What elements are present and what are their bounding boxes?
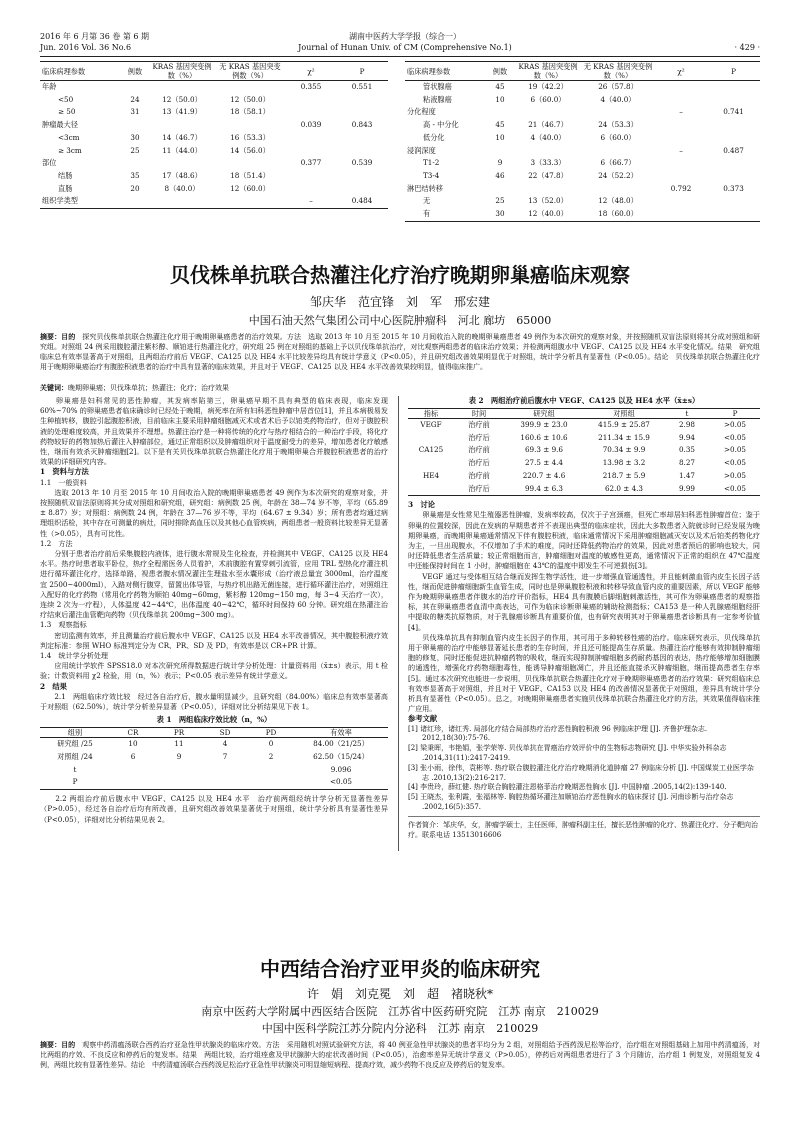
reference-item: [1] 诸红珍，诸红秀. 局部化疗结合局部热疗治疗恶性胸腔积液 96 例临床护理 [J]. 齐鲁护理杂志. 2012,18(30):75-76. [408,724,708,743]
intro-paragraph: 卵巢癌是妇科常见的恶性肿瘤，其发病率陷第三，卵巢癌早期不具有典型的临床表现，临床发现 60%~70% 的卵巢癌患者临床确诊时已经处于晚期，病死率在所有妇科恶性肿瘤中居首位[1]，并且本病极易发生种植转移，腹腔引起腹腔积液，目前临床主要采用肿瘤细胞减灭术或者术后予以铂类药物治疗，但对于腹腔积液的处理难度较高，并且效果并不理想。热灌注治疗是一种将传统的化疗与热疗相结合的一种治疗手段，将化疗药物较好的药物加热后灌注入肿瘤部位，通过正常组织以及肿瘤组织对于温度耐受力的差异，增加患者化疗敏感性，继而有效杀灭肿瘤细胞[2]。以下是有关贝伐珠单抗联合热灌注化疗用于晚期卵巢合并腹腔积液患者的治疗效果的详细研究内容。 [40,396,388,467]
table-cell [581,106,655,119]
table-cell [214,195,286,208]
table-cell: 26（57.8） [598,82,638,91]
table-cell [286,106,336,119]
article1-abstract [40,332,760,372]
table-cell: 研究组 /25 [57,739,93,749]
table-cell [214,157,286,170]
table-row [408,432,760,445]
table-cell: 低分化 [423,132,445,142]
section-heading: 1 资料与方法 [40,467,89,477]
references-heading: 参考文献 [408,714,438,724]
page-number: · 429 · [734,43,760,52]
table-cell: 399.9 ± 23.0 [520,420,568,429]
abstract-text: 探究贝伐株单抗联合热灌注化疗用于晚期卵巢癌患者的治疗效果。方法 选取 2013 年 10 月至 2015 年 10 月间收治入院的晚期卵巢癌患者 49 例作为本次研究的观察对象，并按照随机双盲法原则将其分成对照组和研究组。对照组 24 例采用腹腔灌注紫杉醇、顺铂进行热灌注化疗，研究组 25 例在对照组的基础上予以贝伐珠单抗治疗，对比观察两组患者的临床治疗效果；并检测两组腹水中 VEGF、CA125 以及 HE4 水平变化情况。结果 研究组临床总有效率显著高于对照组，且两组治疗前后 VEGF、CA125 以及 HE4 水平比较差异均具有统计学意义（P<0.05），并且研究组改善效果明显优于对照组，统计学分析具有显著性（P<0.05）。结论 贝伐珠单抗联合热灌注化疗用于晚期卵巢癌治疗有腹腔积液患者的治疗中具有显著的临床效果，并且对于 VEGF、CA125 以及 HE4 水平改善效果较明显，值得临床推广。 [40,333,760,371]
issue-cn: 2016 年 6 月第 36 卷 第 6 期 [40,32,150,41]
journal-cn: 湖南中医药大学学报（综合一） [349,32,461,41]
table-cell: >0.05 [723,470,747,480]
paragraph: 应用统计学软件 SPSS18.0 对本次研究所得数据进行统计学分析处理：计量资料用（x̄±s）表示，用 t 检验；计数资料用 χ2 检验，用（n，%）表示；P<0.05 表示差异有统计学意义。 [40,661,388,681]
table-row [408,470,760,483]
table-cell: 24（52.2） [598,170,638,180]
table-cell [581,145,655,158]
table-cell [515,183,581,196]
table-cell: VEGF [420,420,442,429]
table-cell: <50 [58,94,74,104]
table-cell: 9.94 [678,432,695,442]
table-cell: 管状腺癌 [423,82,452,91]
table-cell: HE4 [422,470,440,480]
subsection-heading: 1.1 一般资料 [40,477,87,487]
table-row [405,94,760,107]
table-cell [485,106,515,119]
table-cell [707,94,760,107]
table-cell [655,157,707,170]
table-cell: 3（33.3） [530,158,566,168]
col-header: 临床病理参数 [407,66,451,76]
table-cell: 25 [130,145,140,155]
col-header: 有效率 [330,728,352,738]
table-cell [286,132,336,145]
table-cell: 12（50.0） [230,94,270,104]
paragraph: 分别于患者治疗前后采集腹腔内液体，进行腹水常规及生化检查，并检测其中 VEGF、CA125 以及 HE4 水平。热疗时患者取平卧位，热疗全程需医务人员看护，术前腹腔有置穿刺引流管，应用 TRL 型热化疗灌注机进行循环灌注化疗，选择单路，视患者腹水情况灌注生理盐水至水囊形成（治疗液总量宜 3000ml，治疗温度宜 2500~4000ml），入路对侧行腹穿，留置出体导管，与热疗机出路无菌连接，进行循环灌注治疗，对照组注入配好的化疗药物（常用化疗药物为顺铂 40mg~60mg，紫杉醇 120mg~150 mg，每 3~4 天治疗一次），连续 2 次为一疗程），人体温度 42~44℃，出体温度 40~42℃，循环时间保持 60 分钟。研究组在热灌注治疗结束后灌注血管靶向药物（贝伐珠单抗 200mg~300 mg）。 [40,549,388,620]
col-header: 时间 [471,409,487,418]
table-cell: 30 [495,209,505,219]
table-cell: 0.843 [351,120,373,130]
table-cell: 16（53.3） [230,132,270,142]
table-cell: 10 [128,739,138,749]
table-cell: 11 [174,739,184,749]
journal-en: Journal of Hunan Univ. of CM (Comprehensive No.1) [298,43,512,52]
keywords-text: 晚期卵巢癌；贝伐珠单抗；热灌注；化疗；治疗效果 [68,384,229,392]
table-cell: <0.05 [329,777,353,787]
table-cell: – [309,196,313,206]
col-header: KRAS 基因突变例数（%） [518,62,578,80]
reference-item: [5] 王晓杰，张利霞，张福林等. 胸腔热循环灌注加顺铂治疗恶性胸水的临床探讨 [J]. 河南诊断与治疗杂志 .2002,16(5):357. [408,793,734,812]
table-cell [707,170,760,183]
article2-abstract [40,1040,760,1100]
table-row [40,132,388,145]
table-cell [150,195,214,208]
table-row [40,195,388,208]
table-row [405,81,760,94]
col-header: t [685,409,689,418]
table-row [40,751,388,764]
table-cell [485,145,515,158]
header-rule [40,56,760,57]
table-cell [156,776,202,789]
reference-list [408,725,760,813]
table-row [408,457,760,470]
table-cell: 淋巴结转移 [407,183,443,193]
table-cell [286,183,336,196]
table-cell [655,132,707,145]
table-cell: 20 [130,183,140,193]
table-cell: 84.00（21/25） [313,739,369,749]
table-cell [120,81,150,94]
table-cell: 62.50（15/24） [313,752,369,761]
table-cell: 13.98 ± 3.2 [602,458,646,468]
article1-keywords [40,383,760,393]
table-cell: 46 [495,170,505,180]
table-cell: 0.741 [723,107,744,117]
table-cell: 24（53.3） [598,120,638,130]
table-cell: 12（60.0） [230,183,270,193]
table-cell: 2.98 [678,420,695,429]
col-header: 例数 [492,66,508,76]
table-cell [707,195,760,208]
paragraph: 贝伐珠单抗具有抑制血管内皮生长因子的作用，其可用于多种转移性癌的治疗。临床研究表示，贝伐珠单抗用于卵巢癌的治疗中能够显著延长患者的生存时间，并且还可能提高生存质量。热灌注治疗能够有效抑制肿瘤细胞的修复，同时还能促进抗肿瘤药物的吸收，继而实现抑制肿瘤细胞多药耐药基因的表达，热疗能够增加细胞膜的通透性，增强化疗药物细胞毒性，能诱导肿瘤细胞凋亡，并且还能直接杀灭肿瘤细胞，继而提高患者生存率[5]。通过本次研究也能进一步说明，贝伐珠单抗联合热灌注化疗对于晚期卵巢癌患者的治疗效果：研究组临床总有效率显著高于对照组，并且对于 VEGF、CA153 以及 HE4 的改善情况显著优于对照组，差异具有统计学分析具有显著性（P<0.05）。总之，对晚期卵巢癌患者实施贝伐珠单抗联合热灌注化疗的方法，其效果值得临床推广应用。 [408,632,760,714]
table-cell [336,94,388,107]
table-cell: <0.05 [723,458,747,468]
table-cell: >0.05 [723,445,747,455]
table-cell [707,119,760,132]
table-cell: 13（52.0） [528,196,568,206]
table-cell: 12（50.0） [162,94,202,104]
table-cell [120,195,150,208]
article1-title: 贝伐株单抗联合热灌注化疗治疗晚期卵巢癌临床观察 [170,263,630,287]
table-cell [286,145,336,158]
table-cell [110,764,156,777]
table-cell: 9 [176,752,182,761]
table-cell: 25 [495,196,505,206]
table-cell: 肿瘤最大径 [42,120,78,130]
table-cell [655,195,707,208]
table-cell: 4（40.0） [600,94,636,104]
table-row [405,157,760,170]
table-cell [110,776,156,789]
table-cell: 12（40.0） [528,209,568,219]
subsection-heading: 1.2 方法 [40,538,73,548]
table-cell: <0.05 [723,483,747,493]
table-cell: 18（51.4） [230,170,270,180]
table-cell: 31 [130,107,140,117]
table-cell: 45 [495,120,505,130]
table-cell: 35 [130,170,140,180]
col-header: P [731,66,736,76]
table-cell: 12（48.0） [598,196,638,206]
table-cell: 69.3 ± 9.6 [524,445,564,455]
table-cell: 有 [423,209,431,219]
table-cell: 0.373 [723,183,744,193]
table-row [40,119,388,132]
table-cell: 治疗后 [468,483,490,493]
article1-institution: 中国石油天然气集团公司中心医院肿瘤科 河北 廊坊 65000 [248,314,552,327]
paragraph: 卵巢癌是女性常见生殖器恶性肿瘤，发病率较高，仅次于子宫颈癌，但死亡率却居妇科恶性肿瘤首位；鉴于卵巢的位置较深，因此在发病的早期患者并不表现出典型的临床症状，因此大多数患者入院就诊时已经发展为晚期卵巢癌，而晚期卵巢癌通常情况下伴有腹腔积液，临床通常情况下采用肿瘤细胞减灭安以及术后铂类药物化疗为主，一旦出现腹水，不仅增加了手术的难度，同时还降低药物治疗的效果，因此对患者预后的影响也较大，同时还降低患者生活质量；较正常细胞而言，肿瘤细胞对温度的敏感性更高，通常情况下正常的组织在 47℃温度中还能保持时间在 1 小时，肿瘤细胞在 43℃的温度中即发生不可逆损伤[3]。 [408,510,760,571]
col-header: PD [265,728,277,738]
col-header: PR [173,728,185,738]
table-cell: 0.039 [300,120,322,130]
table-cell [515,145,581,158]
table-cell [707,157,760,170]
table-cell [150,157,214,170]
table-cell: 220.7 ± 4.6 [522,470,566,480]
table-row [408,483,760,496]
article2-authors: 许 娟 刘克冕 刘 超 褚晓秋* [306,987,493,1001]
table-cell: 治疗后 [468,432,490,442]
table-cell: 13（41.9） [162,107,202,117]
col-header: CR [127,728,139,738]
top-table-right [405,61,760,222]
table-cell [707,81,760,94]
table-cell: CA125 [418,445,444,455]
table-cell [120,157,150,170]
article1-right-column [408,396,760,851]
table-row [40,738,388,751]
col-header: KRAS 基因突变例数（%） [152,62,212,80]
table-cell: 9.99 [678,483,695,493]
table-row [40,170,388,183]
table-cell: 9.096 [330,764,352,774]
table-row [40,145,388,158]
paragraph: 选取 2013 年 10 月至 2015 年 10 月间收治入院的晚期卵巢癌患者 49 例作为本次研究的观察对象，并按照随机双盲法原则将其分成对照组和研究组，研究组：病例数 25 例，年龄在 38—74 岁不等，平均（65.89 ± 8.87）岁；对照组：病例数 24 例，年龄在 37—76 岁不等，平均（64.67 ± 9.34）岁；所有患者均通过病理组织活检，其中存在可测量的病灶，同时排除高血压以及其他心血管疾病，两组患者一般资料比较差异无显著性（>0.05），具有可比性。 [40,487,388,538]
table-cell [214,81,286,94]
table-row [405,106,760,119]
table-cell [581,183,655,196]
table-cell [515,106,581,119]
table-cell: 218.7 ± 5.9 [602,470,646,480]
table-row [40,764,388,777]
table-cell: 0.792 [670,183,692,193]
paragraph: VEGF 通过与受体相互结合继而发挥生物学活性，进一步增强血管通透性，并且能刺激血管内皮生长因子活性，继而促进肿瘤细胞新生血管生成，同时也是卵巢腹腔积液和转移导致血管内皮的重要因素，所以 VEGF 能够作为晚期卵巢癌患者伴腹水的治疗评价指标，HE4 具有腹膜后脚细胞刺激活性，其可作为卵巢癌患者的观察指标，其在卵巢癌患者血清中高表达，可作为临床诊断卵巢癌的辅助检测指标；CA153 是一种人乳腺癌细胞经肝中提取的糖类抗原物质，对于乳腺癌诊断具有重要价值，也有研究表明其对于卵巢癌患者诊断具有一定参考价值[4]。 [408,571,760,632]
table-cell [408,432,454,445]
table-cell: 7 [222,752,228,761]
col-header: χ² [677,66,685,76]
col-header: 临床病理参数 [42,66,86,76]
table-row [405,170,760,183]
col-header: 组别 [67,728,83,738]
table-cell [286,94,336,107]
issue-en: Jun. 2016 Vol. 36 No.6 [40,43,132,52]
table-row [408,419,760,432]
article2-title: 中西结合治疗亚甲炎的临床研究 [260,957,540,981]
table-cell: 10 [495,94,505,104]
article1-authors: 邹庆华 范宜锋 刘 军 邢宏建 [309,295,490,309]
table-cell [202,764,248,777]
table-cell [286,170,336,183]
table-row [405,208,760,221]
table-cell: 结肠 [58,170,73,180]
table-cell [655,119,707,132]
table-cell: 11（44.0） [162,145,202,155]
col-header: 无 KRAS 基因突变例数（%） [219,62,281,80]
table-cell [655,208,707,221]
table-row [40,94,388,107]
table-cell: 治疗后 [468,458,490,468]
abstract-text: 观察中药清瘟汤联合西药治疗亚急性甲状腺炎的临床疗效。方法 采用随机对照试验研究方法，将 40 例亚急性甲状腺炎的患者平均分为 2 组，对照组给予西药泼尼松等治疗，治疗组在对照组基础上加用中药清瘟汤，对比两组的疗效、不良反应和停药后的复发率。结果 两组比较，治疗组痊愈及甲状腺肿大的症状改善时间（P<0.05），治愈率差异无统计学意义（P>0.05），停药后对两组患者进行了 3 个月随访，治疗组 1 例复发，对照组复发 4 例，两组比较有显著性差异。结论 中药清瘟汤联合西药泼尼松治疗亚急性甲状腺炎可明显缩短病程、提高疗效，减少药物不良反应及停药后的复发率。 [40,1041,760,1069]
table-cell: 30 [130,132,140,142]
table-cell [150,81,214,94]
reference-item: [3] 张小雨，徐伟，袁彬等. 热疗联合腹腔灌注化疗治疗晚期消化道肿瘤 27 例临床分析 [J]. 中国煤炭工业医学杂志 .2010,13(2):216-217. [408,763,754,782]
author-note: 作者简介：邹庆华，女，肿瘤学硕士，主任医师，肿瘤科副主任，擅长恶性肿瘤的化疗、热灌注化疗、分子靶向治疗。联系电话 13513016606 [408,816,760,840]
table-cell: 18（60.0） [598,209,638,219]
col-header: P [732,409,738,418]
table-cell: 对照组 /24 [57,752,93,761]
table-cell [156,764,202,777]
table-cell [408,457,454,470]
table-cell: 9 [497,158,503,168]
col-header: 对照组 [613,409,635,418]
table-cell [120,119,150,132]
table-cell: 组织学类型 [42,196,78,206]
top-table-left-wrap [40,61,388,209]
table-cell: T3-4 [423,170,440,180]
table-cell: 0.377 [300,158,322,168]
table-cell [150,119,214,132]
table-cell: 24 [130,94,140,104]
table-cell [336,183,388,196]
paragraph: 2.2 两组治疗前后腹水中 VEGF、CA125 以及 HE4 水平 治疗前两组经统计学分析无显著性差异（P>0.05），经过各自治疗后均有所改善，且研究组改善效果显著优于对照组，统计学分析具有显著性差异（P<0.05），详细对比分析结果见表 2。 [40,794,388,824]
paragraph: 密切监测有效率，并且测量治疗前后腹水中 VEGF、CA125 以及 HE4 水平改善情况，其中腹腔积液疗效判定标准：参照 WHO 标准判定分为 CR、PR、SD 及 PD，有效率是以 CR+PR 计算。 [40,630,388,650]
table-cell [202,776,248,789]
section-heading: 3 讨论 [408,500,435,510]
table-cell: 160.6 ± 10.6 [520,432,568,442]
article1-left-column [40,396,388,851]
table2 [408,408,760,496]
article2-institution-2: 中国中医科学院江苏分院内分泌科 江苏 南京 210029 [261,1022,539,1035]
table-cell: – [679,145,683,155]
table-cell: 0 [268,739,274,749]
table-cell [214,119,286,132]
section-heading: 2 结果 [40,681,67,691]
table-cell [707,132,760,145]
col-header: 无 KRAS 基因突变例数（%） [583,62,653,80]
table-row [40,183,388,196]
table-cell: 10 [495,132,505,142]
table-cell: 浸润深度 [407,145,436,155]
keywords-label: 关键词： [40,384,68,392]
table-cell: 6（66.7） [600,158,636,168]
table-row [40,106,388,119]
table-cell [655,81,707,94]
table-row [405,183,760,196]
table-cell: t [73,764,77,774]
abstract-label: 摘要：目的 [40,333,76,341]
table-cell: 14（56.0） [230,145,270,155]
table-row [40,81,388,94]
article2-institution-1: 南京中医药大学附属中西医结合医院 江苏省中医药研究院 江苏 南京 210029 [201,1005,599,1018]
table-cell: 99.4 ± 6.3 [524,483,564,493]
table-cell [655,170,707,183]
table-cell: 8.27 [678,458,695,468]
table-cell: 治疗前 [468,445,490,455]
table-cell: 0.484 [351,196,373,206]
table-cell: <0.05 [723,432,747,442]
table-cell: 高 - 中分化 [423,120,459,130]
table-cell: 4 [222,739,228,749]
table-row [405,119,760,132]
table-cell: 0.551 [351,82,373,91]
col-header: 例数 [127,66,143,76]
table-cell: 直肠 [58,183,73,193]
table-cell: 22（47.8） [528,170,568,180]
column-divider [398,396,399,851]
table-cell: 17（48.6） [162,170,202,180]
table-cell: 6（60.0） [600,132,636,142]
table-cell: 62.0 ± 4.3 [604,483,644,493]
paragraph: 2.1 两组临床疗效比较 经过各自治疗后，腹水量明显减少，且研究组（84.00%）临床总有效率显著高于对照组（62.50%），统计学分析差异显著（P<0.05），详细对比分析结果见下表 1。 [40,691,388,712]
table-cell [707,208,760,221]
table-cell [485,183,515,196]
table1-caption: 表 1 两组临床疗效比较（n，%） [156,715,272,725]
table-cell: 6（60.0） [530,94,566,104]
table-cell: 部位 [42,158,57,168]
table-cell: 45 [495,82,505,91]
table-cell: 治疗前 [468,420,490,429]
table-cell: 0.355 [300,82,322,91]
table-cell: 21（46.7） [528,120,568,130]
table2-caption: 表 2 两组治疗前后腹水中 VEGF、CA125 以及 HE4 水平（x̄±s） [468,396,700,405]
table-cell: 1.47 [678,470,695,480]
table-row [408,444,760,457]
table-row [405,132,760,145]
table-row [40,157,388,170]
table-cell: <3cm [58,132,80,142]
table-cell: 70.34 ± 9.9 [602,445,646,455]
table-cell: 0.539 [351,158,373,168]
table-cell [336,132,388,145]
top-table-right-wrap [405,61,760,222]
abstract-label: 摘要：目的 [40,1041,76,1049]
table-row [405,145,760,158]
table-cell: 治疗前 [468,470,490,480]
table-cell: 0.487 [723,145,744,155]
table-cell: ≥ 3cm [58,145,82,155]
col-header: 研究组 [533,409,555,418]
col-header: χ² [307,66,315,76]
table-cell: 4（40.0） [530,132,566,142]
table-cell: 18（58.1） [230,107,270,117]
table-cell: 415.9 ± 25.87 [598,420,650,429]
table-cell: 14（46.7） [162,132,202,142]
table-cell: T1-2 [423,158,440,168]
table-cell: 分化程度 [407,107,436,117]
top-table-left [40,61,388,209]
table-cell: ≥ 50 [58,107,76,117]
table-cell [248,776,294,789]
table-cell: 年龄 [42,82,57,91]
table1 [40,727,388,790]
col-header: P [359,66,365,76]
table-cell: 211.34 ± 15.9 [598,432,650,442]
subsection-heading: 1.4 统计学分析处理 [40,651,109,661]
table-cell: 2 [268,752,274,761]
table-cell: >0.05 [723,420,747,429]
table-cell: 6 [130,752,136,761]
table-cell: 无 [423,196,431,206]
table-cell [336,170,388,183]
table-cell: – [679,107,683,117]
table-cell: 19（42.2） [528,82,568,91]
table-cell: 0.35 [678,445,695,455]
table-cell [248,764,294,777]
reference-item: [2] 梁秉晖，韦艳娟，张学荣等. 贝伐单抗在胃癌治疗效评价中的生物标志物研究 [J]. 中华实验外科杂志 .2014,31(11):2417-2419. [408,744,727,763]
table-cell [655,94,707,107]
col-header: SD [219,728,231,738]
table-cell [408,483,454,496]
table-row [40,776,388,789]
table-cell: 8（40.0） [164,183,200,193]
table-cell [336,106,388,119]
col-header: 指标 [423,409,439,418]
reference-item: [4] 李贵玲，薛红健. 热疗联合胸腔灌注恩格菲治疗晚期恶性胸水 [J]. 中国肿瘤 .2005,14(2):139-140. [408,783,727,792]
table-row [405,195,760,208]
table-cell: 粘液腺癌 [423,94,452,104]
subsection-heading: 1.3 观察指标 [40,620,87,630]
table-cell [336,145,388,158]
table-cell: 27.5 ± 4.4 [524,458,564,468]
table-cell: P [72,777,78,787]
